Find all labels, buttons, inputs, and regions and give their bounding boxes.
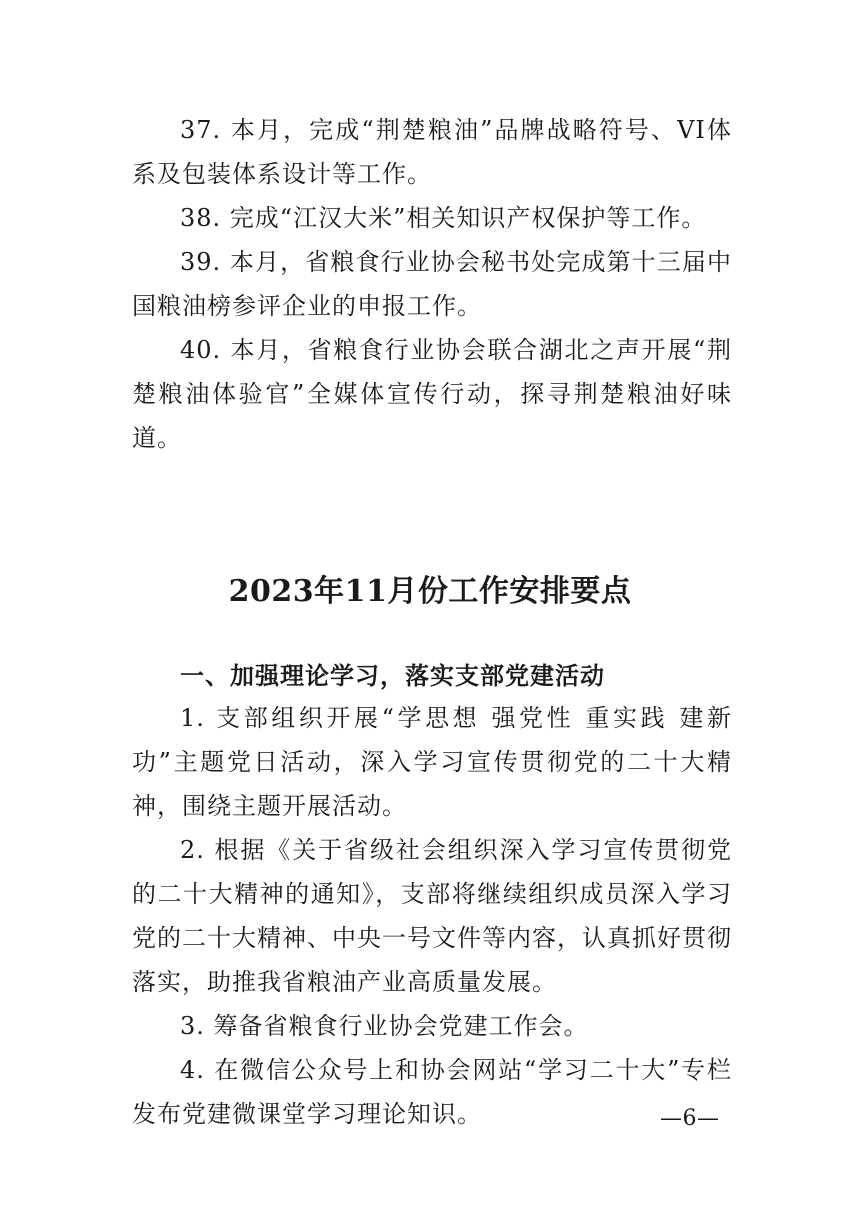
list-item: 38. 完成“江汉大米”相关知识产权保护等工作。 <box>180 204 707 232</box>
section-heading: 一、加强理论学习，落实支部党建活动 <box>180 662 605 690</box>
list-item: 40. 本月，省粮食行业协会联合湖北之声开展“荆楚粮油体验官”全媒体宣传行动，探寻荆楚粮油好味道。 <box>132 336 732 452</box>
list-item: 1. 支部组织开展“学思想 强党性 重实践 建新功”主题党日活动，深入学习宣传贯彻党的二十大精神，围绕主题开展活动。 <box>132 704 732 820</box>
list-item: 2. 根据《关于省级社会组织深入学习宣传贯彻党的二十大精神的通知》，支部将继续组织成员深入学习党的二十大精神、中央一号文件等内容，认真抓好贯彻落实，助推我省粮油产业高质量发展。 <box>132 836 732 996</box>
list-item: 39. 本月，省粮食行业协会秘书处完成第十三届中国粮油榜参评企业的申报工作。 <box>132 248 732 320</box>
plan-items-list <box>132 696 732 1136</box>
page-number: —6— <box>660 1106 720 1131</box>
previous-items-list <box>132 108 732 460</box>
list-item: 3. 筹备省粮食行业协会党建工作会。 <box>180 1012 589 1040</box>
list-item: 37. 本月，完成“荆楚粮油”品牌战略符号、VI体系及包装体系设计等工作。 <box>132 116 732 188</box>
section-title: 2023年11月份工作安排要点 <box>228 574 632 609</box>
list-item: 4. 在微信公众号上和协会网站“学习二十大”专栏发布党建微课堂学习理论知识。 <box>132 1056 732 1128</box>
